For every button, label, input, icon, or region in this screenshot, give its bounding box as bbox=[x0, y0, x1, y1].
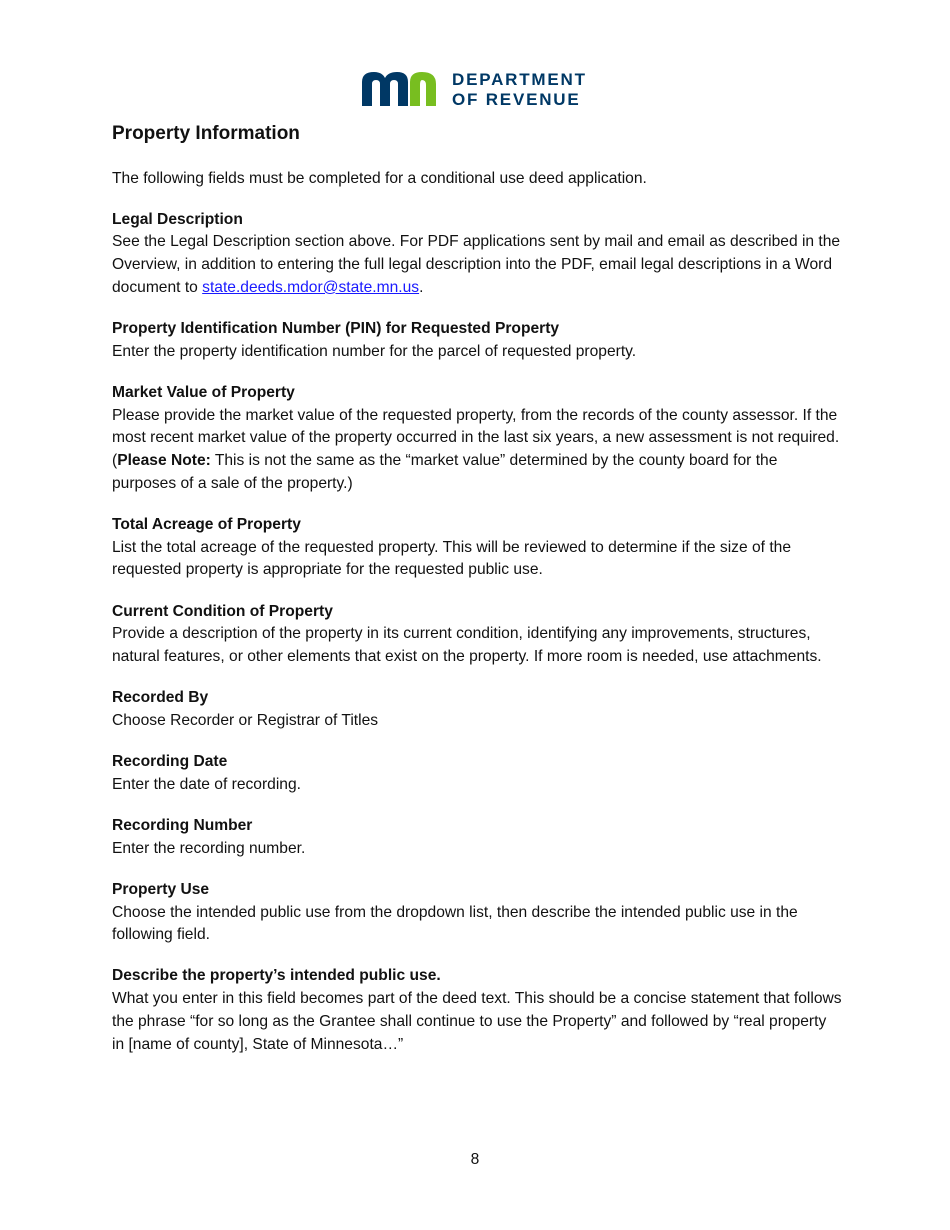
note-label: Please Note: bbox=[117, 452, 211, 470]
section-heading: Describe the property’s intended public use. bbox=[112, 967, 441, 985]
mn-revenue-logo bbox=[360, 68, 600, 110]
mn-logo-icon bbox=[360, 68, 600, 110]
section-body: Choose Recorder or Registrar of Titles bbox=[112, 711, 379, 729]
section-heading: Property Identification Number (PIN) for Requested Property bbox=[112, 320, 560, 338]
section-heading: Property Use bbox=[112, 880, 210, 898]
section-market-value bbox=[112, 382, 842, 496]
market-text-end: This is not the same as the “market value” determined by the county board for the purposes of a sale of the property.) bbox=[112, 452, 778, 492]
page-title: Property Information bbox=[112, 123, 300, 144]
section-heading: Recorded By bbox=[112, 689, 209, 707]
intro-text: The following fields must be completed for a conditional use deed application. bbox=[112, 170, 647, 187]
market-text: Please provide the market value of the requested property, from the records of the county assessor. If the most recent market value of the property occurred in the last six years, a new assessment is not required. ( bbox=[112, 406, 840, 470]
section-heading: Legal Description bbox=[112, 210, 243, 228]
section-body: What you enter in this field becomes part of the deed text. This should be a concise statement that follows the phrase “for so long as the Grantee shall continue to use the Property” and followed by “real property in [name of county], State of Minnesota…” bbox=[112, 990, 842, 1053]
section-heading: Recording Number bbox=[112, 816, 253, 834]
section-heading: Current Condition of Property bbox=[112, 602, 333, 620]
section-heading: Recording Date bbox=[112, 753, 228, 771]
section-recorded-by bbox=[112, 687, 842, 732]
section-body: List the total acreage of the requested property. This will be reviewed to determine if the size of the requested property is appropriate for the requested public use. bbox=[112, 538, 791, 579]
section-heading: Market Value of Property bbox=[112, 383, 295, 401]
section-body: Enter the date of recording. bbox=[112, 775, 301, 793]
legal-text: See the Legal Description section above. For PDF applications sent by mail and email as described in the Overview, in addition to entering the full legal description into the PDF, email legal descriptions in a Word document to bbox=[112, 233, 841, 296]
section-legal-description bbox=[112, 209, 842, 300]
section-property-use bbox=[112, 879, 842, 947]
page-number: 8 bbox=[470, 1151, 480, 1168]
section-current-condition bbox=[112, 601, 842, 669]
section-body bbox=[112, 231, 842, 299]
section-body: Enter the property identification number for the parcel of requested property. bbox=[112, 342, 637, 360]
section-body bbox=[112, 405, 842, 496]
section-body: Enter the recording number. bbox=[112, 839, 306, 857]
logo-line1: DEPARTMENT bbox=[452, 70, 587, 89]
section-total-acreage bbox=[112, 514, 842, 582]
document-content bbox=[112, 120, 842, 1075]
section-describe-use bbox=[112, 965, 842, 1056]
section-recording-date bbox=[112, 751, 842, 796]
section-pin bbox=[112, 318, 842, 363]
section-heading: Total Acreage of Property bbox=[112, 515, 301, 533]
email-link[interactable]: state.deeds.mdor@state.mn.us bbox=[202, 278, 420, 296]
logo-line2: OF REVENUE bbox=[452, 90, 581, 109]
section-recording-number bbox=[112, 815, 842, 860]
section-body: Choose the intended public use from the dropdown list, then describe the intended public use in the following field. bbox=[112, 903, 798, 944]
section-body: Provide a description of the property in its current condition, identifying any improvements, structures, natural features, or other elements that exist on the property. If more room is needed, use attachments. bbox=[112, 625, 822, 665]
legal-text-end: . bbox=[419, 278, 424, 296]
